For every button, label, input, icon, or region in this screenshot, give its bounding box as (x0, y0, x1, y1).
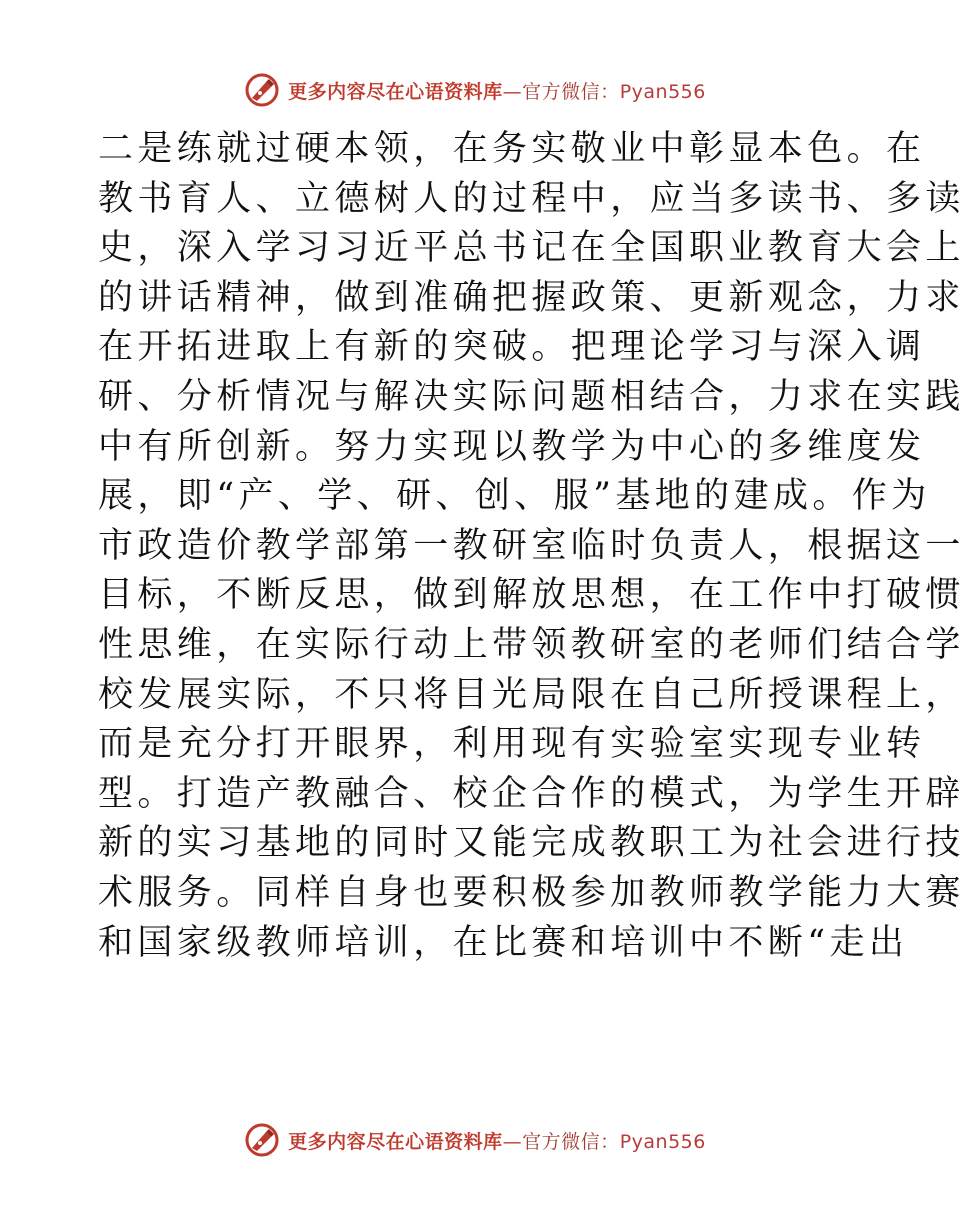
footer-banner (0, 1118, 950, 1162)
document-body (98, 125, 965, 968)
text-line-5: 在开拓进取上有新的突破。把理论学习与深入调 (98, 327, 926, 368)
banner-label: 官方微信： (522, 80, 620, 103)
pen-nib-logo-icon (244, 72, 280, 108)
text-line-6: 研、分析情况与解决实际问题相结合，力求在实践 (98, 376, 965, 417)
banner-wechat-id: Pyan556 (619, 80, 706, 103)
header-banner (0, 68, 950, 112)
text-line-15: 新的实习基地的同时又能完成教职工为社会进行技 (98, 823, 965, 864)
banner-dash: — (502, 80, 523, 103)
banner-dash: — (502, 1130, 523, 1153)
text-line-14: 型。打造产教融合、校企合作的模式，为学生开辟 (98, 773, 965, 814)
text-line-11: 性思维，在实际行动上带领教研室的老师们结合学 (98, 624, 965, 665)
text-line-7: 中有所创新。努力实现以教学为中心的多维度发 (98, 426, 926, 467)
text-line-3: 史，深入学习习近平总书记在全国职业教育大会上 (98, 228, 965, 269)
banner-label: 官方微信： (522, 1130, 620, 1153)
text-line-17: 和国家级教师培训，在比赛和培训中不断“走出 (98, 922, 909, 963)
text-line-16: 术服务。同样自身也要积极参加教师教学能力大赛 (98, 872, 965, 913)
text-line-10: 目标，不断反思，做到解放思想，在工作中打破惯 (98, 575, 965, 616)
banner-brand: 更多内容尽在心语资料库 (288, 80, 503, 103)
text-line-8: 展，即“产、学、研、创、服”基地的建成。作为 (98, 476, 931, 517)
banner-wechat-id: Pyan556 (619, 1130, 706, 1153)
text-line-1: 二是练就过硬本领，在务实敬业中彰显本色。在 (98, 129, 926, 169)
text-line-4: 的讲话精神，做到准确把握政策、更新观念，力求 (98, 277, 965, 318)
text-line-12: 校发展实际，不只将目光局限在自己所授课程上， (98, 674, 965, 715)
pen-nib-logo-icon (244, 1122, 280, 1158)
banner-text (288, 1127, 706, 1154)
text-line-13: 而是充分打开眼界，利用现有实验室实现专业转 (98, 724, 926, 765)
text-line-2: 教书育人、立德树人的过程中，应当多读书、多读 (98, 178, 965, 219)
text-line-9: 市政造价教学部第一教研室临时负责人，根据这一 (98, 525, 965, 566)
banner-text (288, 77, 706, 104)
banner-brand: 更多内容尽在心语资料库 (288, 1130, 503, 1153)
